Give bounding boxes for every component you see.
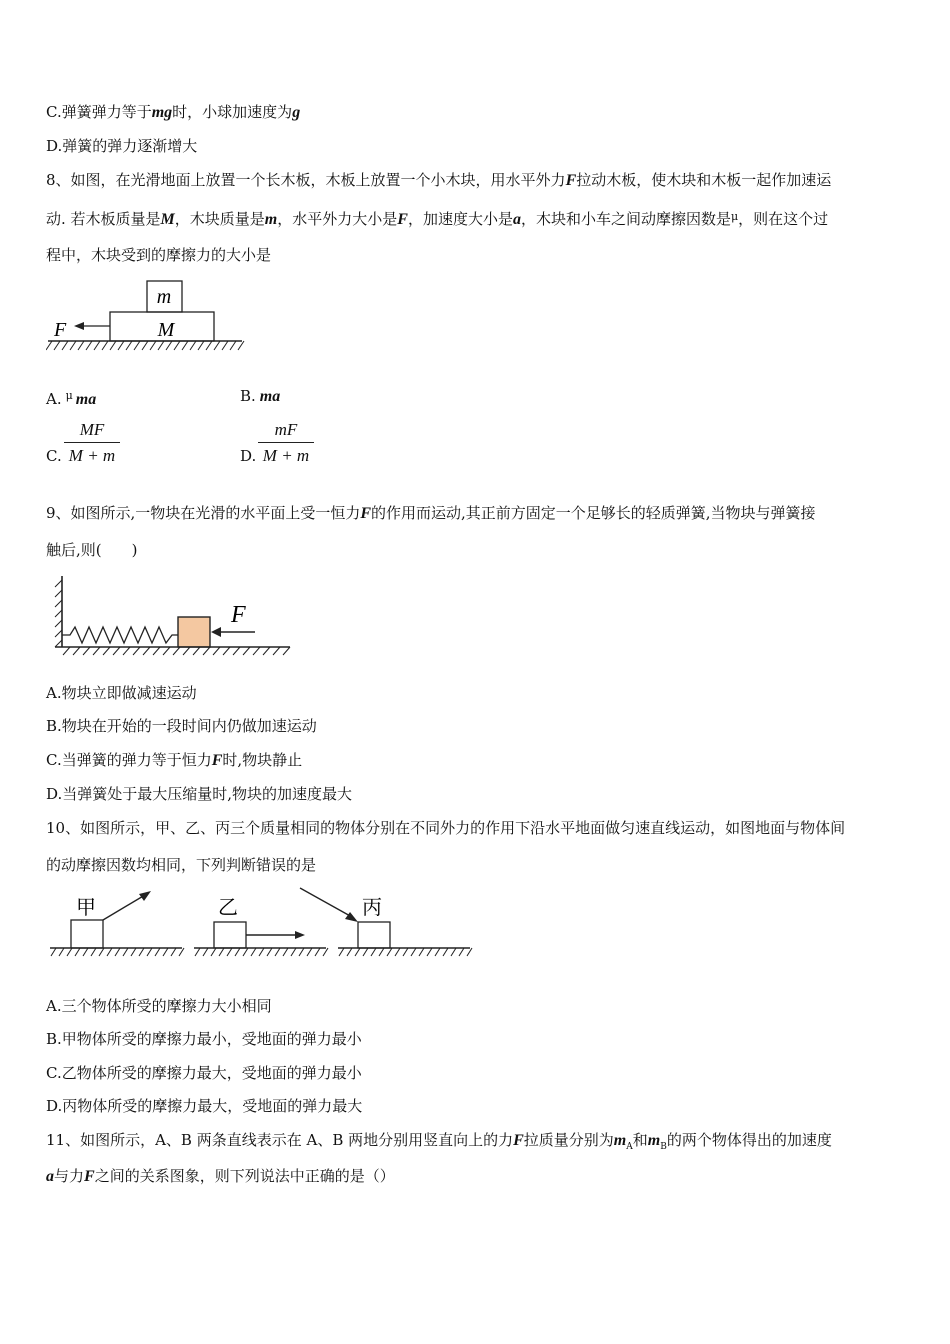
ground-hatch-jia — [51, 948, 184, 956]
q9-option-c: C.当弹簧的弹力等于恒力F时,物块静止 — [46, 751, 303, 769]
q10-option-c: C.乙物体所受的摩擦力最大，受地面的弹力最小 — [46, 1064, 362, 1082]
q8-figure — [46, 278, 246, 353]
q8-stem-line1: 8、如图，在光滑地面上放置一个长木板，木板上放置一个小木块，用水平外力F拉动木板，使木块和木板一起作加速运 — [46, 171, 832, 189]
force-arrow-head — [74, 322, 84, 330]
q9-stem-line2: 触后,则( ) — [46, 541, 138, 559]
q8-option-d-label: D. — [240, 447, 257, 465]
large-block-label: M — [157, 319, 175, 341]
ground-hatch-bing — [339, 948, 472, 956]
q11-stem-line2: a与力F之间的关系图象，则下列说法中正确的是（） — [46, 1167, 395, 1185]
q10-stem-line2: 的动摩擦因数均相同，下列判断错误的是 — [46, 856, 317, 874]
q9-figure — [50, 572, 295, 660]
label-jia: 甲 — [76, 895, 96, 919]
q10-stem-line1: 10、如图所示，甲、乙、丙三个质量相同的物体分别在不同外力的作用下沿水平地面做匀速直线运动，如图地面与物体间 — [46, 819, 846, 837]
force-label: F — [231, 602, 246, 628]
label-yi: 乙 — [218, 895, 238, 919]
q8-option-d-fraction: $\frac{mF}{M + m}$ — [258, 420, 314, 466]
q10-option-a: A.三个物体所受的摩擦力大小相同 — [46, 997, 272, 1015]
block-yi — [214, 922, 246, 948]
block — [178, 617, 210, 647]
q9-option-b: B.物块在开始的一段时间内仍做加速运动 — [46, 717, 317, 735]
wall-hatch — [55, 580, 62, 647]
q10-figure — [48, 886, 473, 966]
q9-stem-line1: 9、如图所示,一物块在光滑的水平面上受一恒力F的作用而运动,其正前方固定一个足够长的轻质弹簧,当物块与弹簧接 — [46, 504, 816, 522]
q7-option-d: D.弹簧的弹力逐渐增大 — [46, 137, 198, 155]
ground-hatch-yi — [195, 948, 328, 956]
q7-option-c: C.弹簧弹力等于mg时，小球加速度为g — [46, 103, 301, 121]
force-arrow-head — [211, 627, 221, 637]
q8-option-a: A. $^\mu$ ma — [46, 389, 97, 408]
force-label: F — [54, 319, 67, 341]
q8-stem-line3: 程中，木块受到的摩擦力的大小是 — [46, 246, 272, 264]
label-bing: 丙 — [362, 895, 382, 919]
q9-option-d: D.当弹簧处于最大压缩量时,物块的加速度最大 — [46, 785, 353, 803]
ground-hatch — [46, 341, 244, 350]
q8-option-c-label: C. — [46, 447, 62, 465]
small-block-label: m — [156, 286, 172, 308]
q11-stem-line1: 11、如图所示，A、B 两条直线表示在 A、B 两地分别用竖直向上的力F拉质量分别为$m_A$和$m_B$的两个物体得出的加速度 — [46, 1131, 832, 1152]
force-arrowhead-yi — [295, 931, 305, 939]
q10-option-d: D.丙物体所受的摩擦力最大，受地面的弹力最大 — [46, 1097, 363, 1115]
force-arrowhead-jia — [139, 891, 151, 901]
spring — [62, 627, 178, 643]
q10-option-b: B.甲物体所受的摩擦力最小，受地面的弹力最小 — [46, 1030, 362, 1048]
ground-hatch — [63, 647, 290, 655]
force-arrow-bing — [300, 888, 352, 917]
q8-stem-line2: 动. 若木板质量是M，木块质量是m，水平外力大小是F，加速度大小是a，木块和小车之间动摩擦因数是$^\mu$，则在这个过 — [46, 210, 829, 228]
q8-option-c-fraction: $\frac{MF}{M + m}$ — [64, 420, 120, 466]
q8-option-b: B. ma — [240, 387, 281, 405]
block-jia — [71, 920, 103, 948]
block-bing — [358, 922, 390, 948]
q9-option-a: A.物块立即做减速运动 — [46, 684, 197, 702]
force-arrow-jia — [103, 895, 145, 920]
